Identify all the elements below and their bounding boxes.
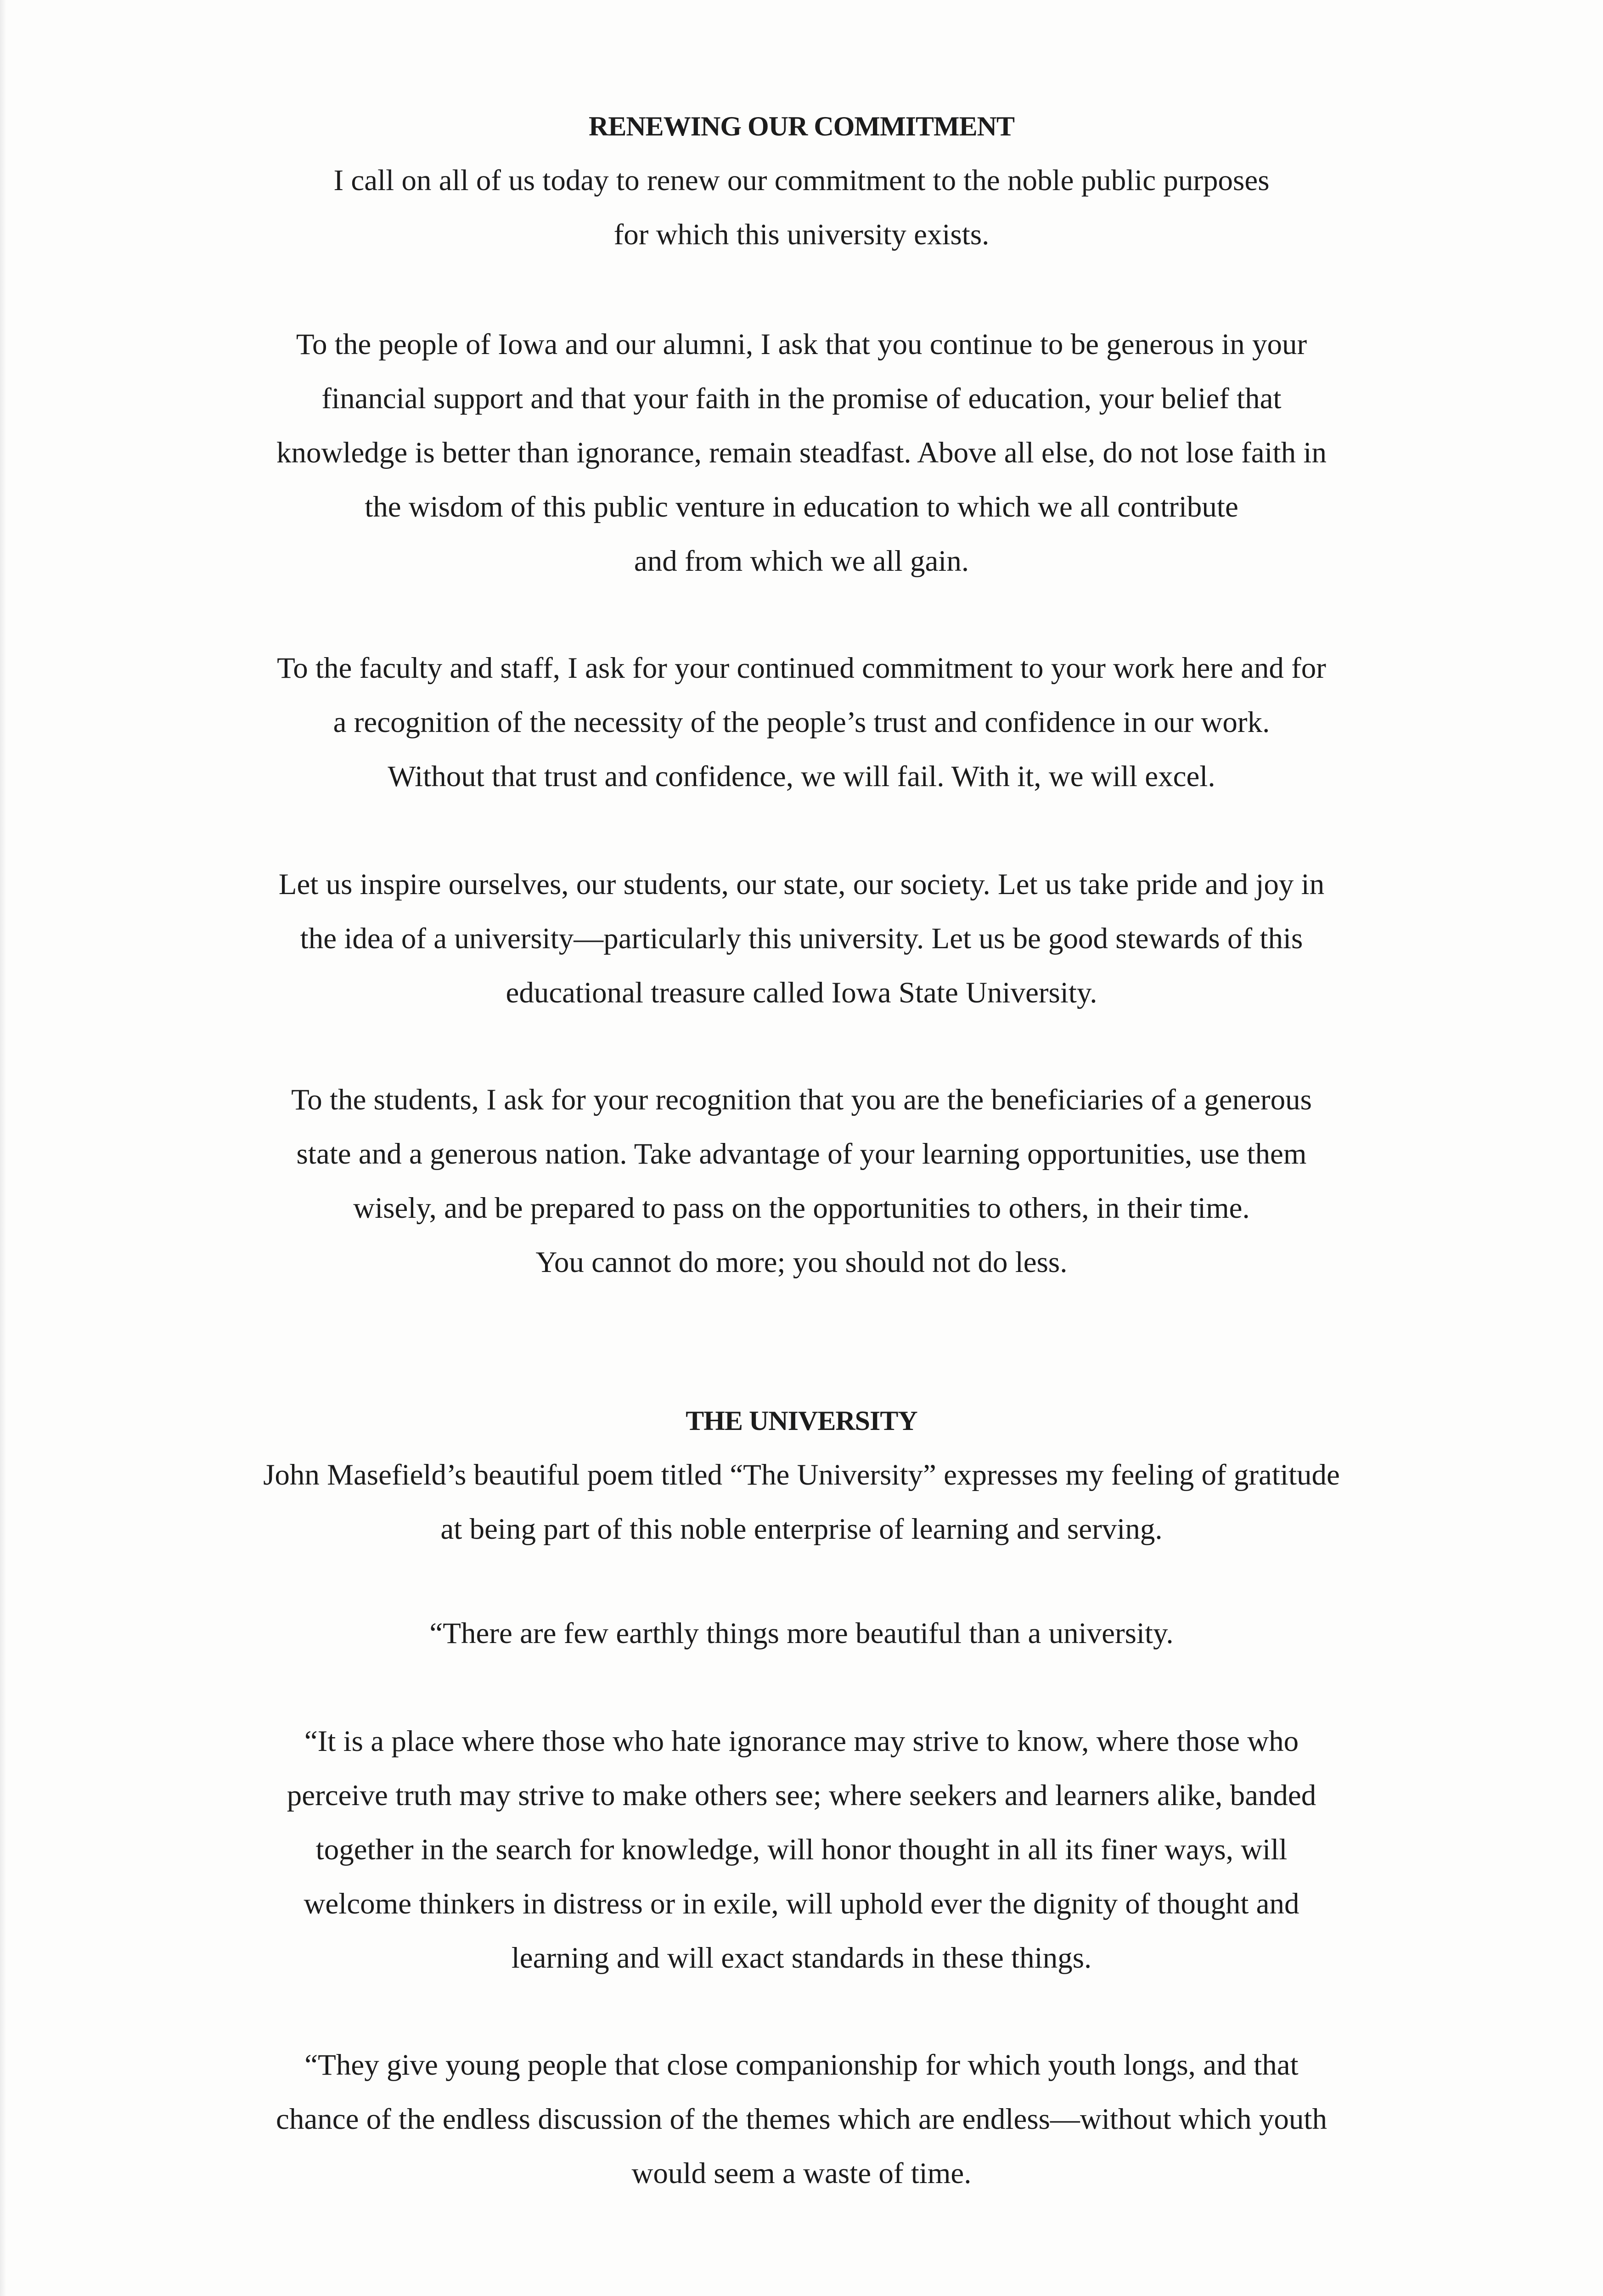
page-edge <box>0 0 6 2296</box>
paragraph <box>156 1448 1447 1556</box>
text-line: learning and will exact standards in these things. <box>511 1941 1092 1975</box>
paragraph-block <box>156 857 1447 1020</box>
paragraph-block <box>156 641 1447 804</box>
text-line: chance of the endless discussion of the themes which are endless—without which youth <box>276 2103 1327 2136</box>
text-line: the idea of a university—particularly this university. Let us be good stewards of this <box>300 922 1303 955</box>
text-line: Without that trust and confidence, we will fail. With it, we will excel. <box>388 760 1215 793</box>
section-heading: THE UNIVERSITY <box>686 1406 917 1436</box>
text-line: wisely, and be prepared to pass on the opportunities to others, in their time. <box>353 1192 1250 1225</box>
text-line: John Masefield’s beautiful poem titled “The University” expresses my feeling of gratitude <box>263 1458 1340 1491</box>
text-line: educational treasure called Iowa State University. <box>506 976 1097 1009</box>
section-heading: RENEWING OUR COMMITMENT <box>588 111 1014 141</box>
paragraph <box>156 317 1447 588</box>
text-line: at being part of this noble enterprise of learning and serving. <box>440 1513 1163 1546</box>
text-line: To the faculty and staff, I ask for your continued commitment to your work here and for <box>277 652 1326 685</box>
paragraph-block <box>156 1714 1447 1985</box>
text-line: welcome thinkers in distress or in exile, will uphold ever the dignity of thought and <box>304 1887 1299 1920</box>
section-renewing-commitment <box>156 99 1447 262</box>
text-line: for which this university exists. <box>613 218 990 251</box>
text-line: “There are few earthly things more beautiful than a university. <box>429 1617 1174 1650</box>
paragraph <box>156 2038 1447 2200</box>
section-the-university <box>156 1394 1447 1556</box>
text-line: the wisdom of this public venture in education to which we all contribute <box>365 490 1238 523</box>
text-line: Let us inspire ourselves, our students, our state, our society. Let us take pride and joy in <box>278 868 1325 901</box>
text-line: financial support and that your faith in the promise of education, your belief that <box>321 382 1282 415</box>
text-line: state and a generous nation. Take advantage of your learning opportunities, use them <box>296 1137 1307 1171</box>
text-line: perceive truth may strive to make others see; where seekers and learners alike, banded <box>287 1779 1316 1812</box>
paragraph <box>156 1073 1447 1289</box>
text-line: would seem a waste of time. <box>631 2157 972 2190</box>
text-line: To the students, I ask for your recognition that you are the beneficiaries of a generous <box>291 1083 1312 1116</box>
paragraph-block <box>156 1073 1447 1289</box>
text-line: and from which we all gain. <box>634 545 969 578</box>
paragraph-block <box>156 1606 1447 1660</box>
text-line: I call on all of us today to renew our commitment to the noble public purposes <box>333 164 1270 197</box>
text-line: “They give young people that close companionship for which youth longs, and that <box>304 2048 1299 2082</box>
paragraph <box>156 1606 1447 1660</box>
paragraph <box>156 1714 1447 1985</box>
text-line: together in the search for knowledge, will honor thought in all its finer ways, will <box>315 1833 1288 1866</box>
text-line: “It is a place where those who hate ignorance may strive to know, where those who <box>304 1725 1299 1758</box>
paragraph <box>156 153 1447 262</box>
text-line: To the people of Iowa and our alumni, I ask that you continue to be generous in your <box>296 328 1307 361</box>
paragraph-block <box>156 317 1447 588</box>
text-line: a recognition of the necessity of the people’s trust and confidence in our work. <box>333 706 1270 739</box>
paragraph-block <box>156 2038 1447 2200</box>
paragraph <box>156 857 1447 1020</box>
text-line: You cannot do more; you should not do less. <box>535 1246 1068 1279</box>
paragraph <box>156 641 1447 804</box>
text-line: knowledge is better than ignorance, remain steadfast. Above all else, do not lose faith in <box>276 436 1327 469</box>
